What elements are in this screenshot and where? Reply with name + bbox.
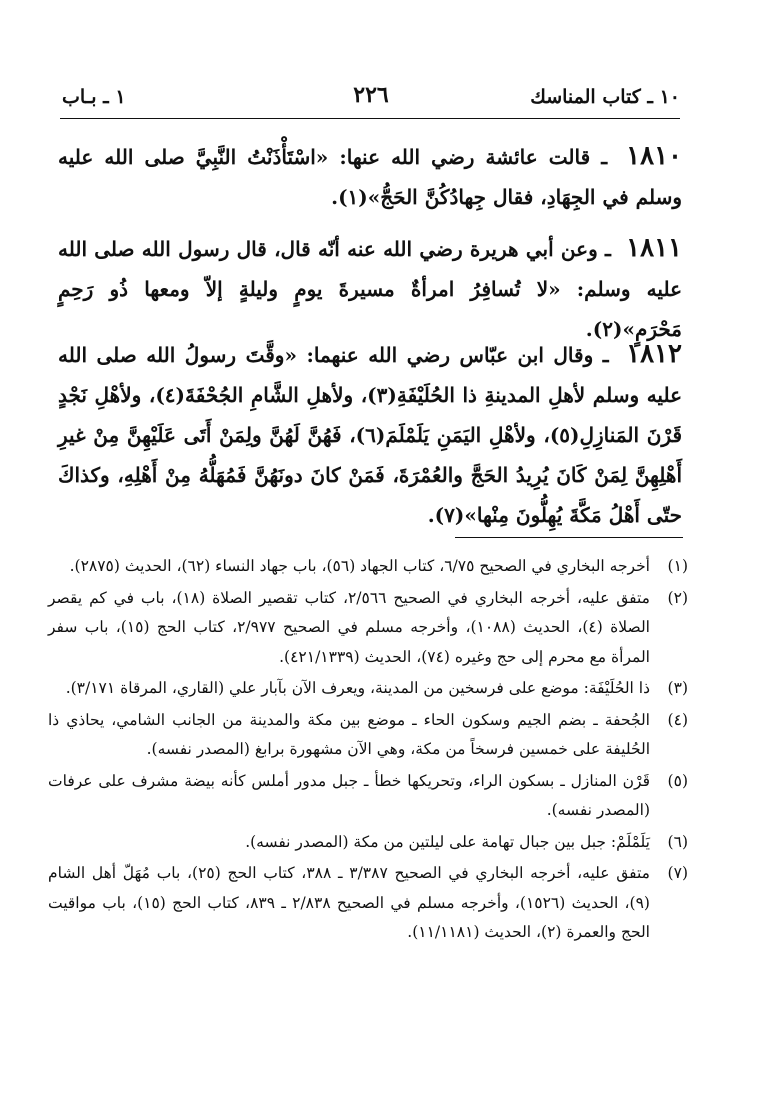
hadith-number: ١٨١١: [626, 233, 683, 263]
footnote-text: ذا الحُلَيْفَة: موضع على فرسخين من المدينة، ويعرف الآن بآبار علي (القاري، المرقاة ٣/١٧١).: [65, 679, 650, 697]
footnote-text: قَرْن المنازل ـ بسكون الراء، وتحريكها خطأ ـ جبل مدور أملس كأنه بيضة مشرف على عرفات (المصدر نفسه).: [48, 771, 650, 819]
footnote-item: [48, 859, 688, 948]
hadith-1812: [58, 334, 682, 535]
hadith-text: ـ وعن أبي هريرة رضي الله عنه أنّه قال، قال رسول الله صلى الله عليه وسلم: «لا تُسافِرُ امرأةٌ مسيرةَ يومٍ وليلةٍ إلاّ ومعها ذُو رَحِمٍ مَحْرَمٍ»(٢).: [58, 237, 682, 341]
hadith-text: ـ قالت عائشة رضي الله عنها: «اسْتَأْذَنْتُ النَّبِيَّ صلى الله عليه وسلم في الجِهَادِ، فقال جِهادُكُنَّ الحَجُّ»(١).: [58, 145, 682, 209]
footnote-item: [48, 584, 688, 673]
footnote-item: [48, 828, 688, 858]
running-header: [62, 82, 680, 116]
footnote-item: [48, 552, 688, 582]
footnote-number: (٢): [667, 588, 688, 607]
footnote-item: [48, 706, 688, 765]
footnote-number: (٤): [667, 710, 688, 729]
footnote-text: متفق عليه، أخرجه البخاري في الصحيح ٣/٣٨٧ ـ ٣٨٨، كتاب الحج (٢٥)، باب مُهَلّ أهل الشام (٩)، الحديث (١٥٢٦)، وأخرجه مسلم في الصحيح ٢/٨٣٨ ـ ٨٣٩، كتاب الحج (١٥)، باب مواقيت الحج والعمرة (٢)، الحديث (١١/١١٨١).: [48, 864, 650, 941]
footnotes-section: [48, 552, 688, 950]
chapter-title: ١٠ ـ كتاب المناسك: [530, 86, 680, 108]
footnote-number: (٦): [667, 832, 688, 851]
hadith-text: ـ وقال ابن عبّاس رضي الله عنهما: «وقَّتَ رسولُ الله صلى الله عليه وسلم لأهلِ المدينةِ ذا الحُلَيْفَةِ(٣)، ولأهلِ الشَّامِ الجُحْفَةَ(٤)، ولأهْلِ نَجْدٍ قَرْنَ المَنازِلِ(٥)، ولأهْلِ اليَمَنِ يَلَمْلَمَ(٦)، فَهُنَّ لَهُنَّ ولِمَنْ أَتَى عَلَيْهِنَّ مِنْ غيرِ أَهْلِهِنَّ لِمَنْ كَانَ يُرِيدُ الحَجَّ والعُمْرَةَ، فَمَنْ كانَ دونَهُنَّ فَمُهَلُّهُ مِنْ أَهْلِهِ، وكذاكَ حتّى أَهْلُ مَكَّةَ يُهِلُّونَ مِنْها»(٧).: [58, 343, 683, 527]
footnote-text: أخرجه البخاري في الصحيح ٦/٧٥، كتاب الجهاد (٥٦)، باب جهاد النساء (٦٢)، الحديث (٢٨٧٥).: [69, 557, 650, 575]
hadith-number: ١٨١٢: [626, 339, 682, 369]
footnote-number: (٣): [667, 679, 688, 697]
footnote-number: (٧): [667, 864, 688, 882]
hadith-1810: [58, 136, 682, 217]
footnote-item: [48, 674, 688, 704]
footnote-number: (١): [667, 557, 688, 575]
footnote-text: الجُحفة ـ بضم الجيم وسكون الحاء ـ موضع بين مكة والمدينة من الجانب الشامي، يحاذي ذا الحُليفة على خمسين فرسخاً من مكة، وهي الآن مشهورة برابغ (المصدر نفسه).: [48, 710, 650, 758]
page-number: ٢٢٦: [353, 82, 389, 108]
footnote-number: (٥): [667, 771, 688, 790]
section-title: ١ ـ بـاب: [62, 86, 126, 108]
hadith-1811: [58, 228, 682, 349]
header-divider: [60, 118, 680, 119]
footnote-item: [48, 767, 688, 826]
footnote-divider: [455, 537, 683, 538]
hadith-number: ١٨١٠: [626, 141, 683, 171]
footnote-text: متفق عليه، أخرجه البخاري في الصحيح ٢/٥٦٦، كتاب تقصير الصلاة (١٨)، باب في كم يقصر الصلاة (٤)، الحديث (١٠٨٨)، وأخرجه مسلم في الصحيح ٢/٩٧٧، كتاب الحج (١٥)، باب سفر المرأة مع محرم إلى حج وغيره (٧٤)، الحديث (٤٢١/١٣٣٩).: [48, 588, 650, 666]
footnote-text: يَلَمْلَمْ: جبل بين جبال تهامة على ليلتين من مكة (المصدر نفسه).: [245, 832, 650, 851]
